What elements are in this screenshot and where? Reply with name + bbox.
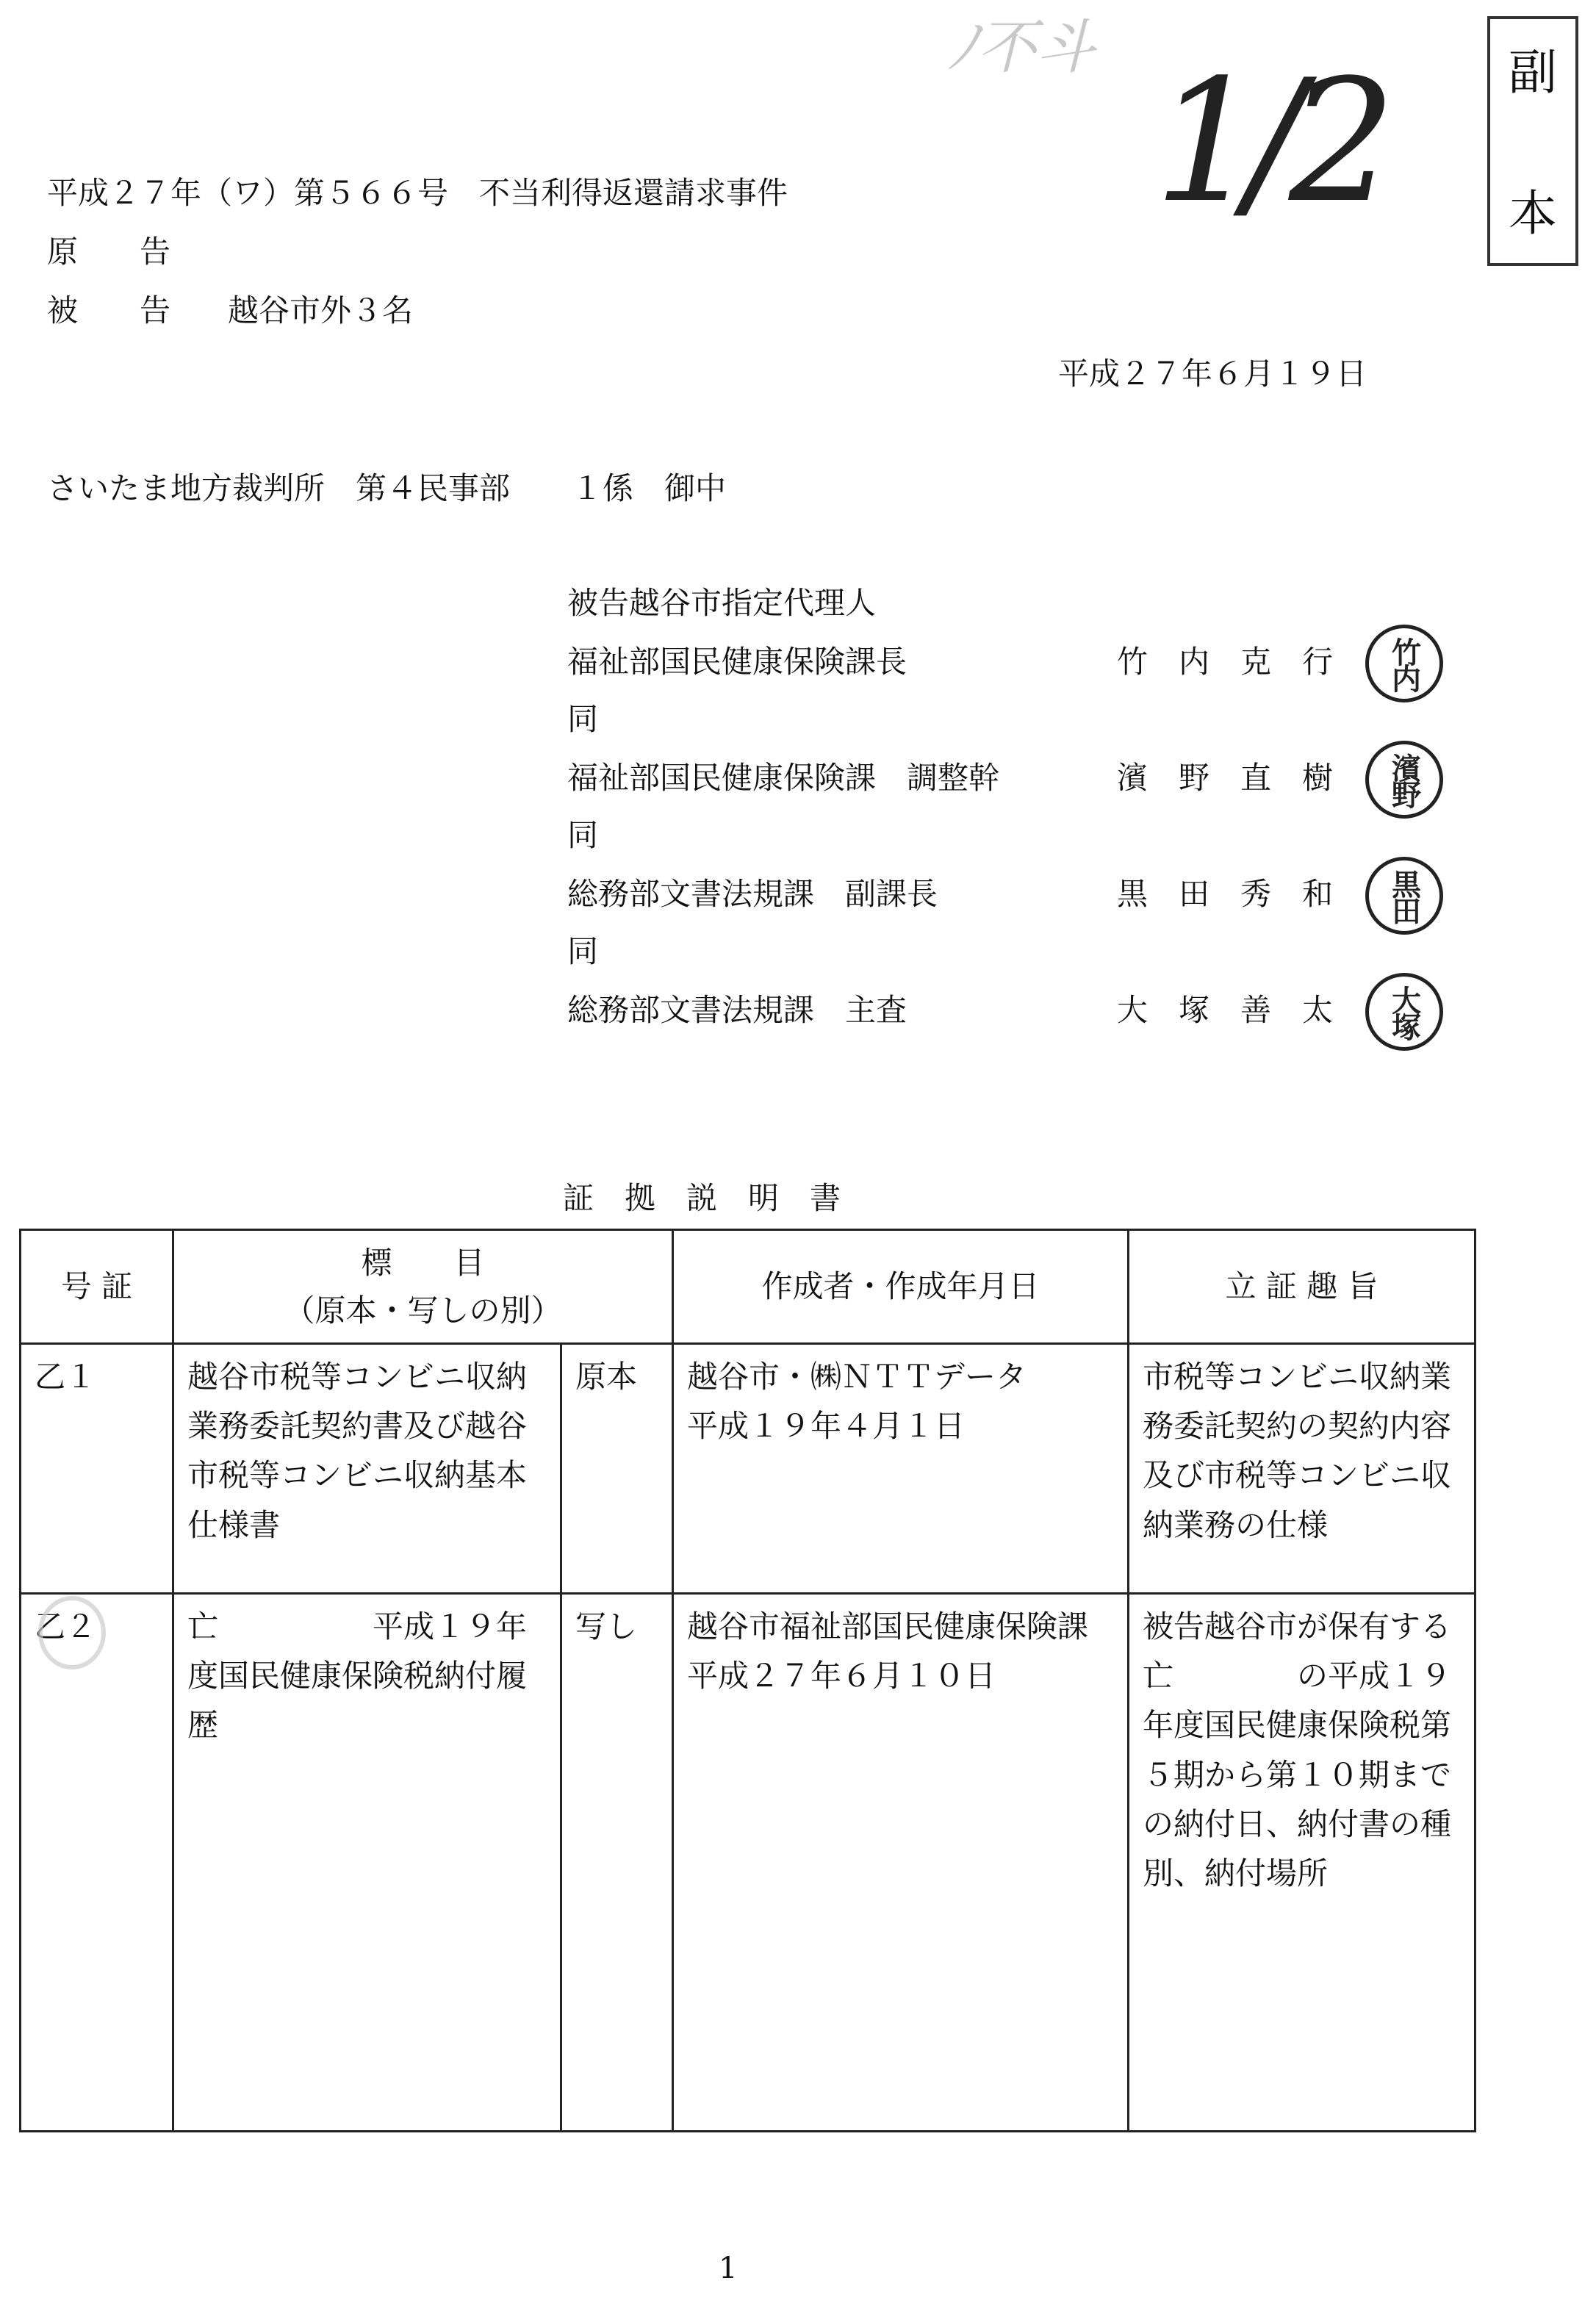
same-label: 同 (567, 817, 599, 853)
agent-title: 福祉部国民健康保険課 調整幹 (567, 760, 1000, 796)
header-author: 作成者・作成年月日 (673, 1230, 1129, 1344)
seal-text: 大塚 (1387, 985, 1422, 1038)
agent-name: 竹 内 克 行 (1117, 644, 1334, 680)
header-item (173, 1230, 673, 1344)
table-header-row (21, 1230, 1475, 1344)
seal-text: 黒田 (1387, 869, 1422, 922)
cell-author (673, 1344, 1129, 1594)
agent-title: 総務部文書法規課 副課長 (567, 876, 938, 912)
copy-stamp-char-1: 副 (1509, 44, 1557, 101)
cell-author (673, 1594, 1129, 2132)
agent-title: 総務部文書法規課 主査 (567, 992, 907, 1028)
seal-text: 竹内 (1387, 637, 1422, 690)
document-title: 証 拠 説 明 書 (563, 1180, 841, 1216)
cell-author-date: 平成１９年４月１日 (687, 1408, 966, 1445)
personal-seal-stamp (1365, 857, 1443, 935)
copy-stamp-char-2: 本 (1509, 185, 1557, 242)
case-line: 平成２７年（ワ）第５６６号 不当利得返還請求事件 (47, 175, 788, 211)
agent-name: 黒 田 秀 和 (1117, 876, 1334, 912)
personal-seal-stamp (1365, 741, 1443, 819)
header-item-line-1: 標 目 (361, 1244, 485, 1281)
cell-author-name: 越谷市・㈱ＮＴＴデータ (687, 1359, 1027, 1395)
evidence-table (19, 1229, 1476, 2132)
cell-number: 乙１ (21, 1344, 173, 1594)
handwritten-fraction: 1/2 (1154, 44, 1382, 240)
plaintiff-label: 原 告 (47, 234, 171, 270)
cell-purpose: 市税等コンビニ収納業務委託契約の契約内容及び市税等コンビニ収納業務の仕様 (1129, 1344, 1475, 1594)
same-label: 同 (567, 933, 599, 969)
cell-item: 越谷市税等コンビニ収納業務委託契約書及び越谷市税等コンビニ収納基本仕様書 (173, 1344, 561, 1594)
copy-stamp (1487, 16, 1578, 266)
handwritten-note: ﾉ不斗 (948, 13, 1095, 82)
pencil-circle-mark (38, 1596, 106, 1669)
agent-name: 濱 野 直 樹 (1117, 760, 1334, 796)
cell-purpose: 被告越谷市が保有する亡 の平成１９年度国民健康保険税第５期から第１０期までの納付日、納付書の種別、納付場所 (1129, 1594, 1475, 2132)
header-item-line-2: （原本・写しの別） (284, 1293, 562, 1329)
cell-type: 写し (561, 1594, 673, 2132)
defendant-label: 被 告 (47, 292, 171, 328)
seal-text: 濱野 (1387, 753, 1422, 806)
header-number: 号 証 (21, 1230, 173, 1344)
personal-seal-stamp (1365, 973, 1443, 1051)
same-label: 同 (567, 701, 599, 737)
agent-title: 福祉部国民健康保険課長 (567, 644, 907, 680)
header-purpose: 立 証 趣 旨 (1129, 1230, 1475, 1344)
table-row (21, 1594, 1475, 2132)
agent-name: 大 塚 善 太 (1117, 992, 1334, 1028)
table-row (21, 1344, 1475, 1594)
personal-seal-stamp (1365, 625, 1443, 702)
court-addressee: さいたま地方裁判所 第４民事部 １係 御中 (47, 470, 727, 506)
cell-number: 乙２ (21, 1594, 173, 2132)
cell-author-date: 平成２７年６月１０日 (687, 1658, 996, 1694)
defendant-name: 越谷市外３名 (228, 292, 414, 328)
page-number: 1 (719, 2251, 738, 2285)
cell-item: 亡 平成１９年度国民健康保険税納付履歴 (173, 1594, 561, 2132)
agents-heading: 被告越谷市指定代理人 (567, 585, 877, 621)
cell-type: 原本 (561, 1344, 673, 1594)
document-date: 平成２７年６月１９日 (1058, 356, 1367, 392)
cell-author-name: 越谷市福祉部国民健康保険課 (687, 1608, 1089, 1644)
